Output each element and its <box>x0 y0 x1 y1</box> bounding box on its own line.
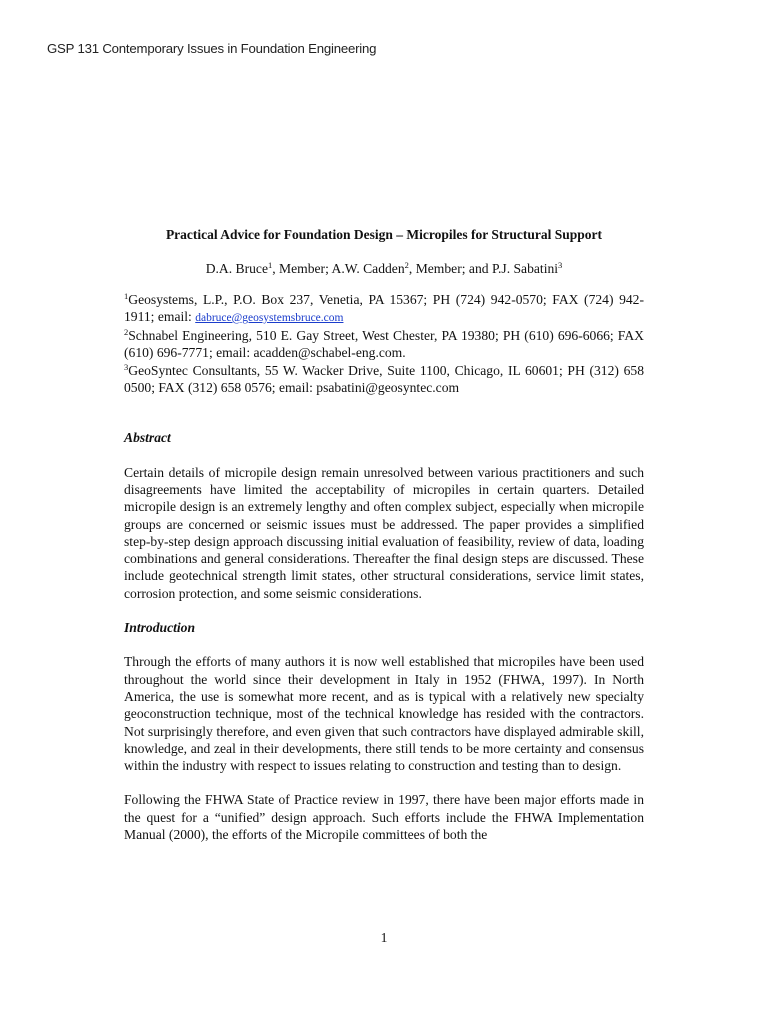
running-head: GSP 131 Contemporary Issues in Foundation Engineering <box>47 41 377 56</box>
email-link[interactable]: dabruce@geosystemsbruce.com <box>195 311 344 324</box>
intro-paragraph-1: Through the efforts of many authors it is now well established that micropiles have been used throughout the world since their development in Italy in 1952 (FHWA, 1997). In North America, the use is somewhat more recent, and as is typical with a relatively new specialty geoconstruction technique, most of the technical knowledge has resided with the contractors. Not surprisingly therefore, and even given that such contractors have displayed admirable skill, knowledge, and zeal in their developments, there still tends to be more certainty and consensus within the industry with respect to issues relating to construction and testing than to design. <box>124 654 644 774</box>
author-name: A.W. Cadden <box>331 261 405 277</box>
introduction-heading: Introduction <box>124 620 196 636</box>
affil-text: Schnabel Engineering, 510 E. Gay Street, West Chester, PA 19380; PH (610) 696-6066; FAX (610) 696-7771; email: acadden@schabel-eng.com. <box>124 328 644 361</box>
author-line <box>124 260 644 277</box>
abstract-heading: Abstract <box>124 430 171 446</box>
affiliation-2 <box>124 327 644 362</box>
affil-text: GeoSyntec Consultants, 55 W. Wacker Drive, Suite 1100, Chicago, IL 60601; PH (312) 658 0500; FAX (312) 658 0576; email: psabatini@geosyntec.com <box>124 362 644 396</box>
author-affil-marker: 1 <box>267 260 273 271</box>
affil-marker: 2 <box>124 327 129 338</box>
author-suffix: , Member; <box>272 261 332 277</box>
paper-body <box>124 226 644 843</box>
affiliations <box>124 291 644 397</box>
author-affil-marker: 2 <box>404 260 409 271</box>
author-affil-marker: 3 <box>558 260 563 271</box>
abstract-body: Certain details of micropile design remain unresolved between various practitioners and such disagreements have limited the acceptability of micropiles in certain quarters. Detailed micropile design is an extremely lengthy and often complex subject, especially when micropile groups are concerned or seismic issues must be addressed. The paper provides a simplified step-by-step design approach discussing initial evaluation of feasibility, review of data, loading combinations and general considerations. Thereafter the final design steps are discussed. These include geotechnical strength limit states, other structural considerations, service limit states, corrosion protection, and some seismic considerations. <box>124 464 644 601</box>
author-suffix: , Member; and <box>408 261 492 277</box>
affil-marker: 3 <box>124 361 129 372</box>
page-number: 1 <box>380 930 388 945</box>
affiliation-1 <box>124 291 644 328</box>
author-name: D.A. Bruce <box>205 261 268 277</box>
intro-paragraph-2: Following the FHWA State of Practice review in 1997, there have been major efforts made in the quest for a “unified” design approach. Such efforts include the FHWA Implementation Manual (2000), the efforts of the Micropile committees of both the <box>124 792 644 843</box>
affil-text: Geosystems, L.P., P.O. Box 237, Venetia, PA 15367; PH (724) 942-0570; FAX (724) 942-1911; email: <box>124 291 644 324</box>
affil-marker: 1 <box>124 290 129 301</box>
affiliation-3 <box>124 362 644 397</box>
paper-title: Practical Advice for Foundation Design – Micropiles for Structural Support <box>165 227 603 242</box>
author-name: P.J. Sabatini <box>491 261 559 277</box>
